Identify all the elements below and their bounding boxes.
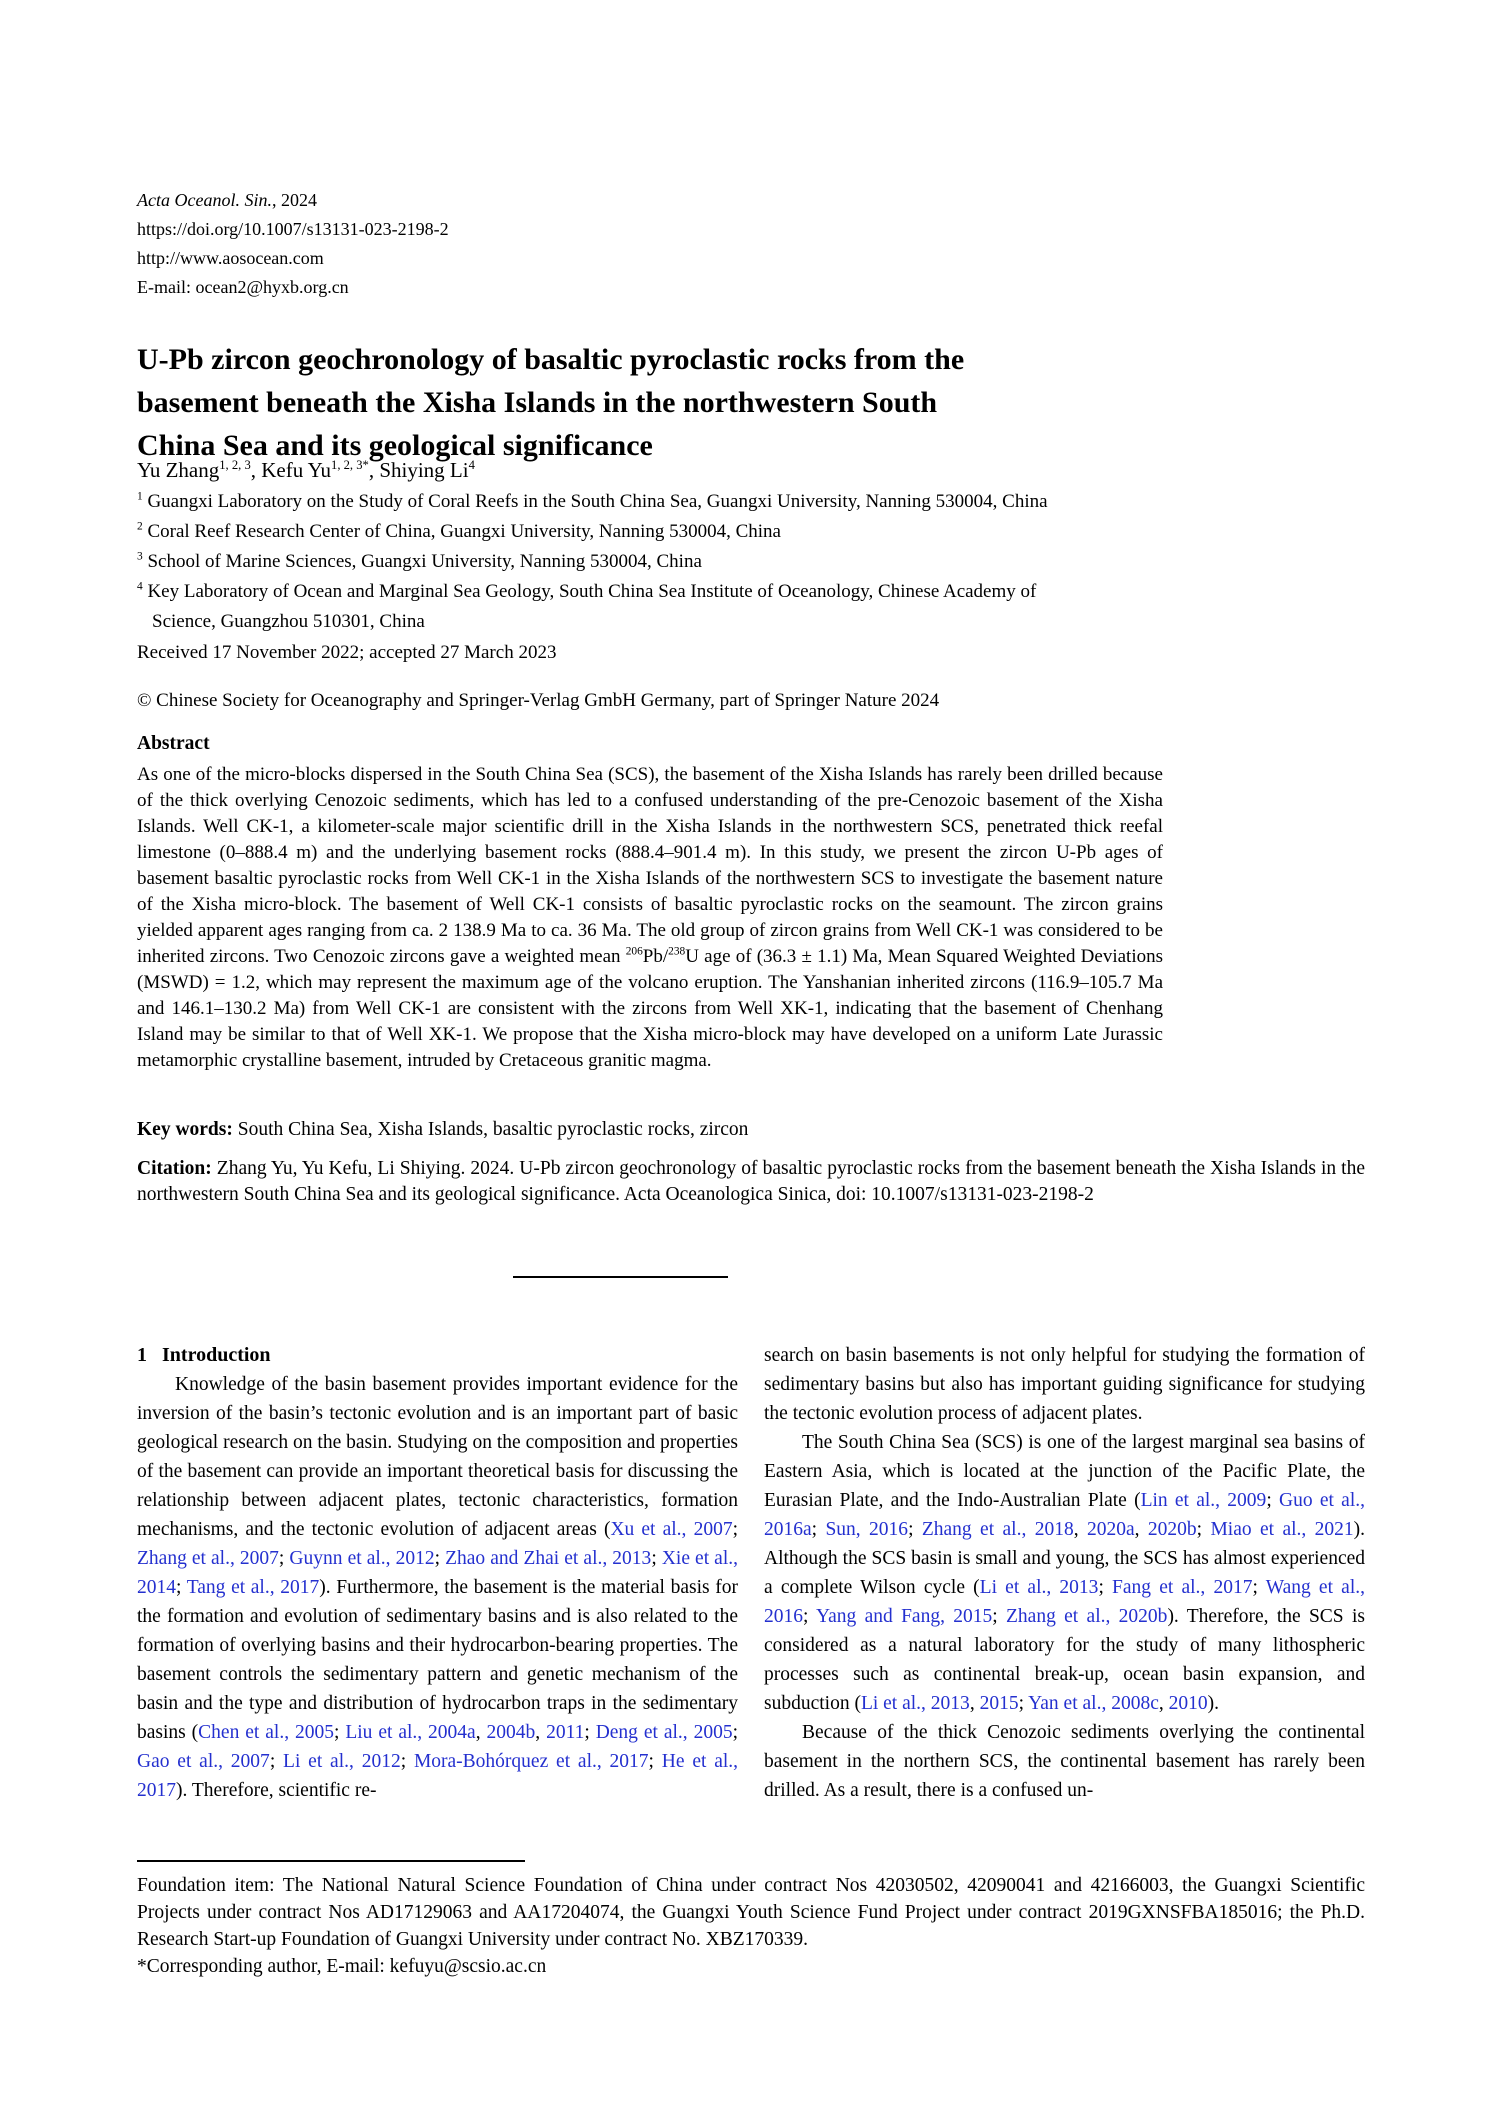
text-segment: ; — [811, 1519, 826, 1540]
text-segment: Guangxi Laboratory on the Study of Coral Reefs in the South China Sea, Guangxi University, Nanning 530004, China — [142, 491, 1048, 512]
text-segment: ; — [434, 1548, 446, 1569]
footnote — [137, 1872, 1365, 1980]
section-number: 1 — [137, 1344, 147, 1366]
citation-link[interactable]: 2011 — [546, 1722, 585, 1743]
text-segment: As one of the micro-blocks dispersed in the South China Sea (SCS), the basement of the Xisha Islands has rarely been drilled because of the thick overlying Cenozoic sediments, which has led to a confused understanding of the pre-Cenozoic basement of the Xisha Islands. Well CK-1, a kilometer-scale major scientific drill in the Xisha Islands in the northwestern SCS, penetrated thick reefal limestone (0–888.4 m) and the underlying basement rocks (888.4–901.4 m). In this study, we present the zircon U-Pb ages of basement basaltic pyroclastic rocks from Well CK-1 in the Xisha Islands of the northwestern SCS to investigate the basement nature of the Xisha micro-block. The basement of Well CK-1 consists of basaltic pyroclastic rocks on the seamount. The zircon grains yielded apparent ages ranging from ca. 2 138.9 Ma to ca. 36 Ma. The old group of zircon grains from Well CK-1 was considered to be inherited zircons. Two Cenozoic zircons gave a weighted mean — [137, 764, 1163, 967]
text-segment: ; — [732, 1519, 738, 1540]
affiliation-2 — [137, 517, 1372, 547]
text-segment: 2 — [137, 520, 143, 533]
text-segment: 4 — [137, 580, 143, 593]
text-segment: ; — [333, 1722, 346, 1743]
text-segment: ; — [1196, 1519, 1211, 1540]
text-segment: U-Pb zircon geochronology of basaltic pyroclastic rocks from the — [137, 343, 965, 377]
text-segment: Knowledge of the basin basement provides important evidence for the inversion of the basin’s tectonic evolution and is an important part of basic geological research on the basin. Studying on the composition and properties of the basement can provide an important theoretical basis for discussing the relationship between adjacent plates, tectonic characteristics, formation mechanisms, and the tectonic evolution of adjacent areas ( — [137, 1374, 738, 1540]
text-segment: ; — [400, 1751, 414, 1772]
citation-link[interactable]: 2015 — [979, 1693, 1019, 1714]
text-segment: ; — [651, 1548, 662, 1569]
text-segment: Coral Reef Research Center of China, Guangxi University, Nanning 530004, China — [142, 521, 781, 542]
citation-link[interactable]: 2004b — [486, 1722, 536, 1743]
text-segment: 4 — [468, 458, 475, 472]
text-segment: 1, 2, 3 — [219, 458, 251, 472]
text-segment: Because of the thick Cenozoic sediments overlying the continental basement in the northern SCS, the continental basement has rarely been drilled. As a result, there is a confused un- — [764, 1722, 1365, 1801]
text-segment: ; — [1018, 1693, 1029, 1714]
column-right — [764, 1341, 1365, 1805]
abstract-text — [137, 762, 1163, 1074]
article-title — [137, 338, 1257, 467]
section-divider-rule — [513, 1276, 728, 1278]
citation-link[interactable]: Lin et al., 2009 — [1140, 1490, 1267, 1511]
copyright-line: © Chinese Society for Oceanography and Springer-Verlag GmbH Germany, part of Springer Nature 2024 — [137, 690, 940, 711]
citation-link[interactable]: Miao et al., 2021 — [1210, 1519, 1354, 1540]
citation-link[interactable]: Tang et al., 2017 — [186, 1577, 320, 1598]
text-segment: , Kefu Yu — [250, 458, 332, 482]
text-segment: Key Laboratory of Ocean and Marginal Sea Geology, South China Sea Institute of Oceanology, Chinese Academy of — [142, 581, 1037, 602]
text-segment: U age of (36.3 ± 1.1) Ma, Mean Squared Weighted Deviations (MSWD) = 1.2, which may represent the maximum age of the volcano eruption. The Yanshanian inherited zircons (116.9–105.7 Ma and 146.1–130.2 Ma) from Well CK-1 are consistent with the zircons from Well XK-1, indicating that the basement of Chenhang Island may be similar to that of Well XK-1. We propose that the Xisha micro-block may have developed on a uniform Late Jurassic metamorphic crystalline basement, intruded by Cretaceous granitic magma. — [137, 946, 1163, 1071]
text-segment: ). Therefore, scientific re- — [176, 1780, 377, 1801]
citation-link[interactable]: Yan et al., 2008c — [1028, 1693, 1159, 1714]
citation-link[interactable]: Zhang et al., 2018 — [921, 1519, 1074, 1540]
citation-link[interactable]: Li et al., 2013 — [860, 1693, 970, 1714]
received-line: Received 17 November 2022; accepted 27 March 2023 — [137, 642, 557, 663]
text-segment: Key words: — [137, 1119, 238, 1140]
text-segment: 1 — [137, 490, 143, 503]
text-segment: ; — [1266, 1490, 1279, 1511]
text-segment: ). Although the SCS basin is small and young, the SCS has almost experienced a complete Wilson cycle ( — [764, 1519, 1366, 1598]
citation-link[interactable]: Liu et al., 2004a — [345, 1722, 476, 1743]
citation-link[interactable]: Chen et al., 2005 — [198, 1722, 334, 1743]
text-segment: Pb/ — [642, 946, 669, 967]
text-segment: search on basin basements is not only helpful for studying the formation of sedimentary basins but also has important guiding significance for studying the tectonic evolution process of adjacent plates. — [764, 1345, 1365, 1424]
text-segment: ; — [648, 1751, 662, 1772]
text-segment: 238 — [668, 945, 686, 958]
text-segment: , — [969, 1693, 980, 1714]
journal-line — [137, 186, 449, 215]
citation-link[interactable]: He et al., 2017 — [137, 1751, 739, 1801]
website-line: http://www.aosocean.com — [137, 248, 324, 268]
masthead — [137, 186, 449, 302]
citation-link[interactable]: Yang and Fang, 2015 — [816, 1606, 993, 1627]
intro-paragraph-1-continued — [764, 1341, 1365, 1428]
text-segment: ; — [803, 1606, 817, 1627]
text-segment: ; — [908, 1519, 922, 1540]
text-segment: , Shiying Li — [368, 458, 469, 482]
citation-link[interactable]: Zhang et al., 2007 — [137, 1548, 279, 1569]
text-segment: South China Sea, Xisha Islands, basaltic pyroclastic rocks, zircon — [237, 1119, 749, 1140]
citation-link[interactable]: Zhao and Zhai et al., 2013 — [445, 1548, 652, 1569]
citation-link[interactable]: Mora-Bohórquez et al., 2017 — [413, 1751, 649, 1772]
text-segment: , — [535, 1722, 547, 1743]
text-segment: ; — [732, 1722, 738, 1743]
affiliation-list — [137, 487, 1372, 637]
text-segment: ; — [269, 1751, 284, 1772]
intro-paragraph-2 — [764, 1428, 1365, 1718]
citation-block — [137, 1156, 1365, 1208]
text-segment: , — [1073, 1519, 1087, 1540]
column-left — [137, 1341, 738, 1805]
text-segment: ; — [176, 1577, 187, 1598]
body-columns — [137, 1341, 1365, 1805]
keywords-line — [137, 1119, 1365, 1141]
text-segment: ; — [992, 1606, 1007, 1627]
citation-link[interactable]: Fang et al., 2017 — [1112, 1577, 1253, 1598]
citation-link[interactable]: Wang et al., 2016 — [764, 1577, 1365, 1627]
intro-paragraph-3 — [764, 1718, 1365, 1805]
citation-link[interactable]: Deng et al., 2005 — [595, 1722, 733, 1743]
corresponding-author-line: *Corresponding author, E-mail: kefuyu@scsio.ac.cn — [137, 1956, 547, 1977]
author-line — [137, 458, 475, 483]
citation-link[interactable]: Li et al., 2013 — [979, 1577, 1099, 1598]
citation-link[interactable]: Guo et al., 2016a — [764, 1490, 1365, 1540]
text-segment: , — [1158, 1693, 1169, 1714]
text-segment: ; — [278, 1548, 290, 1569]
text-segment: ; — [1098, 1577, 1113, 1598]
text-segment: 206 — [625, 945, 643, 958]
text-segment: Acta Oceanol. Sin. — [137, 190, 272, 210]
citation-link[interactable]: Xu et al., 2007 — [610, 1519, 733, 1540]
text-segment: 1, 2, 3* — [331, 458, 369, 472]
affiliation-3 — [137, 547, 1372, 577]
text-segment: 3 — [137, 550, 143, 563]
text-segment: , — [475, 1722, 487, 1743]
text-segment: , — [1134, 1519, 1148, 1540]
citation-link[interactable]: 2010 — [1168, 1693, 1208, 1714]
affiliation-1 — [137, 487, 1372, 517]
text-segment: ). Furthermore, the basement is the material basis for the formation and evolution of sedimentary basins and is also related to the formation of overlying basins and their hydrocarbon-bearing properties. The basement controls the sedimentary pattern and genetic mechanism of the basin and the type and distribution of hydrocarbon traps in the sedimentary basins ( — [137, 1577, 738, 1743]
citation-link[interactable]: Li et al., 2012 — [283, 1751, 401, 1772]
citation-link[interactable]: Sun, 2016 — [825, 1519, 909, 1540]
citation-link[interactable]: Gao et al., 2007 — [137, 1751, 270, 1772]
text-segment: , 2024 — [271, 190, 317, 210]
foundation-item-line: Foundation item: The National Natural Science Foundation of China under contract Nos 42030502, 42090041 and 42166003, the Guangxi Scientific Projects under contract Nos AD17129063 and AA17204074, the Guangxi Youth Science Fund Project under contract 2019GXNSFBA185016; the Ph.D. Research Start-up Foundation of Guangxi University under contract No. XBZ170339. — [137, 1875, 1365, 1950]
text-segment: ). Therefore, the SCS is considered as a natural laboratory for the study of many lithospheric processes such as continental break-up, ocean basin expansion, and subduction ( — [764, 1606, 1365, 1714]
text-segment: The South China Sea (SCS) is one of the largest marginal sea basins of Eastern Asia, which is located at the junction of the Pacific Plate, the Eurasian Plate, and the Indo-Australian Plate ( — [764, 1432, 1365, 1511]
section-heading-introduction — [137, 1341, 738, 1370]
doi-line: https://doi.org/10.1007/s13131-023-2198-2 — [137, 219, 449, 239]
citation-link[interactable]: 2020a — [1086, 1519, 1135, 1540]
email-line: E-mail: ocean2@hyxb.org.cn — [137, 277, 349, 297]
text-segment: ). — [1207, 1693, 1219, 1714]
citation-link[interactable]: 2020b — [1147, 1519, 1197, 1540]
citation-link[interactable]: Guynn et al., 2012 — [289, 1548, 435, 1569]
text-segment: Zhang Yu, Yu Kefu, Li Shiying. 2024. U-Pb zircon geochronology of basaltic pyroclastic rocks from the basement beneath the Xisha Islands in the northwestern South China Sea and its geological significance. Acta Oceanologica Sinica, doi: 10.1007/s13131-023-2198-2 — [137, 1158, 1365, 1205]
footnote-rule — [137, 1860, 525, 1862]
text-segment: China Sea and its geological significance — [137, 429, 653, 463]
text-segment: ; — [584, 1722, 596, 1743]
citation-link[interactable]: Xie et al., 2014 — [137, 1548, 739, 1598]
text-segment: basement beneath the Xisha Islands in the northwestern South — [137, 386, 938, 420]
text-segment: Science, Guangzhou 510301, China — [152, 611, 425, 632]
text-segment: Citation: — [137, 1158, 217, 1179]
text-segment: School of Marine Sciences, Guangxi University, Nanning 530004, China — [142, 551, 702, 572]
abstract-heading: Abstract — [137, 733, 210, 754]
citation-link[interactable]: Zhang et al., 2020b — [1006, 1606, 1168, 1627]
text-segment: ; — [1252, 1577, 1266, 1598]
affiliation-4 — [137, 577, 1372, 637]
section-title: Introduction — [162, 1344, 271, 1366]
text-segment: Yu Zhang — [137, 458, 220, 482]
intro-paragraph-1 — [137, 1370, 738, 1805]
